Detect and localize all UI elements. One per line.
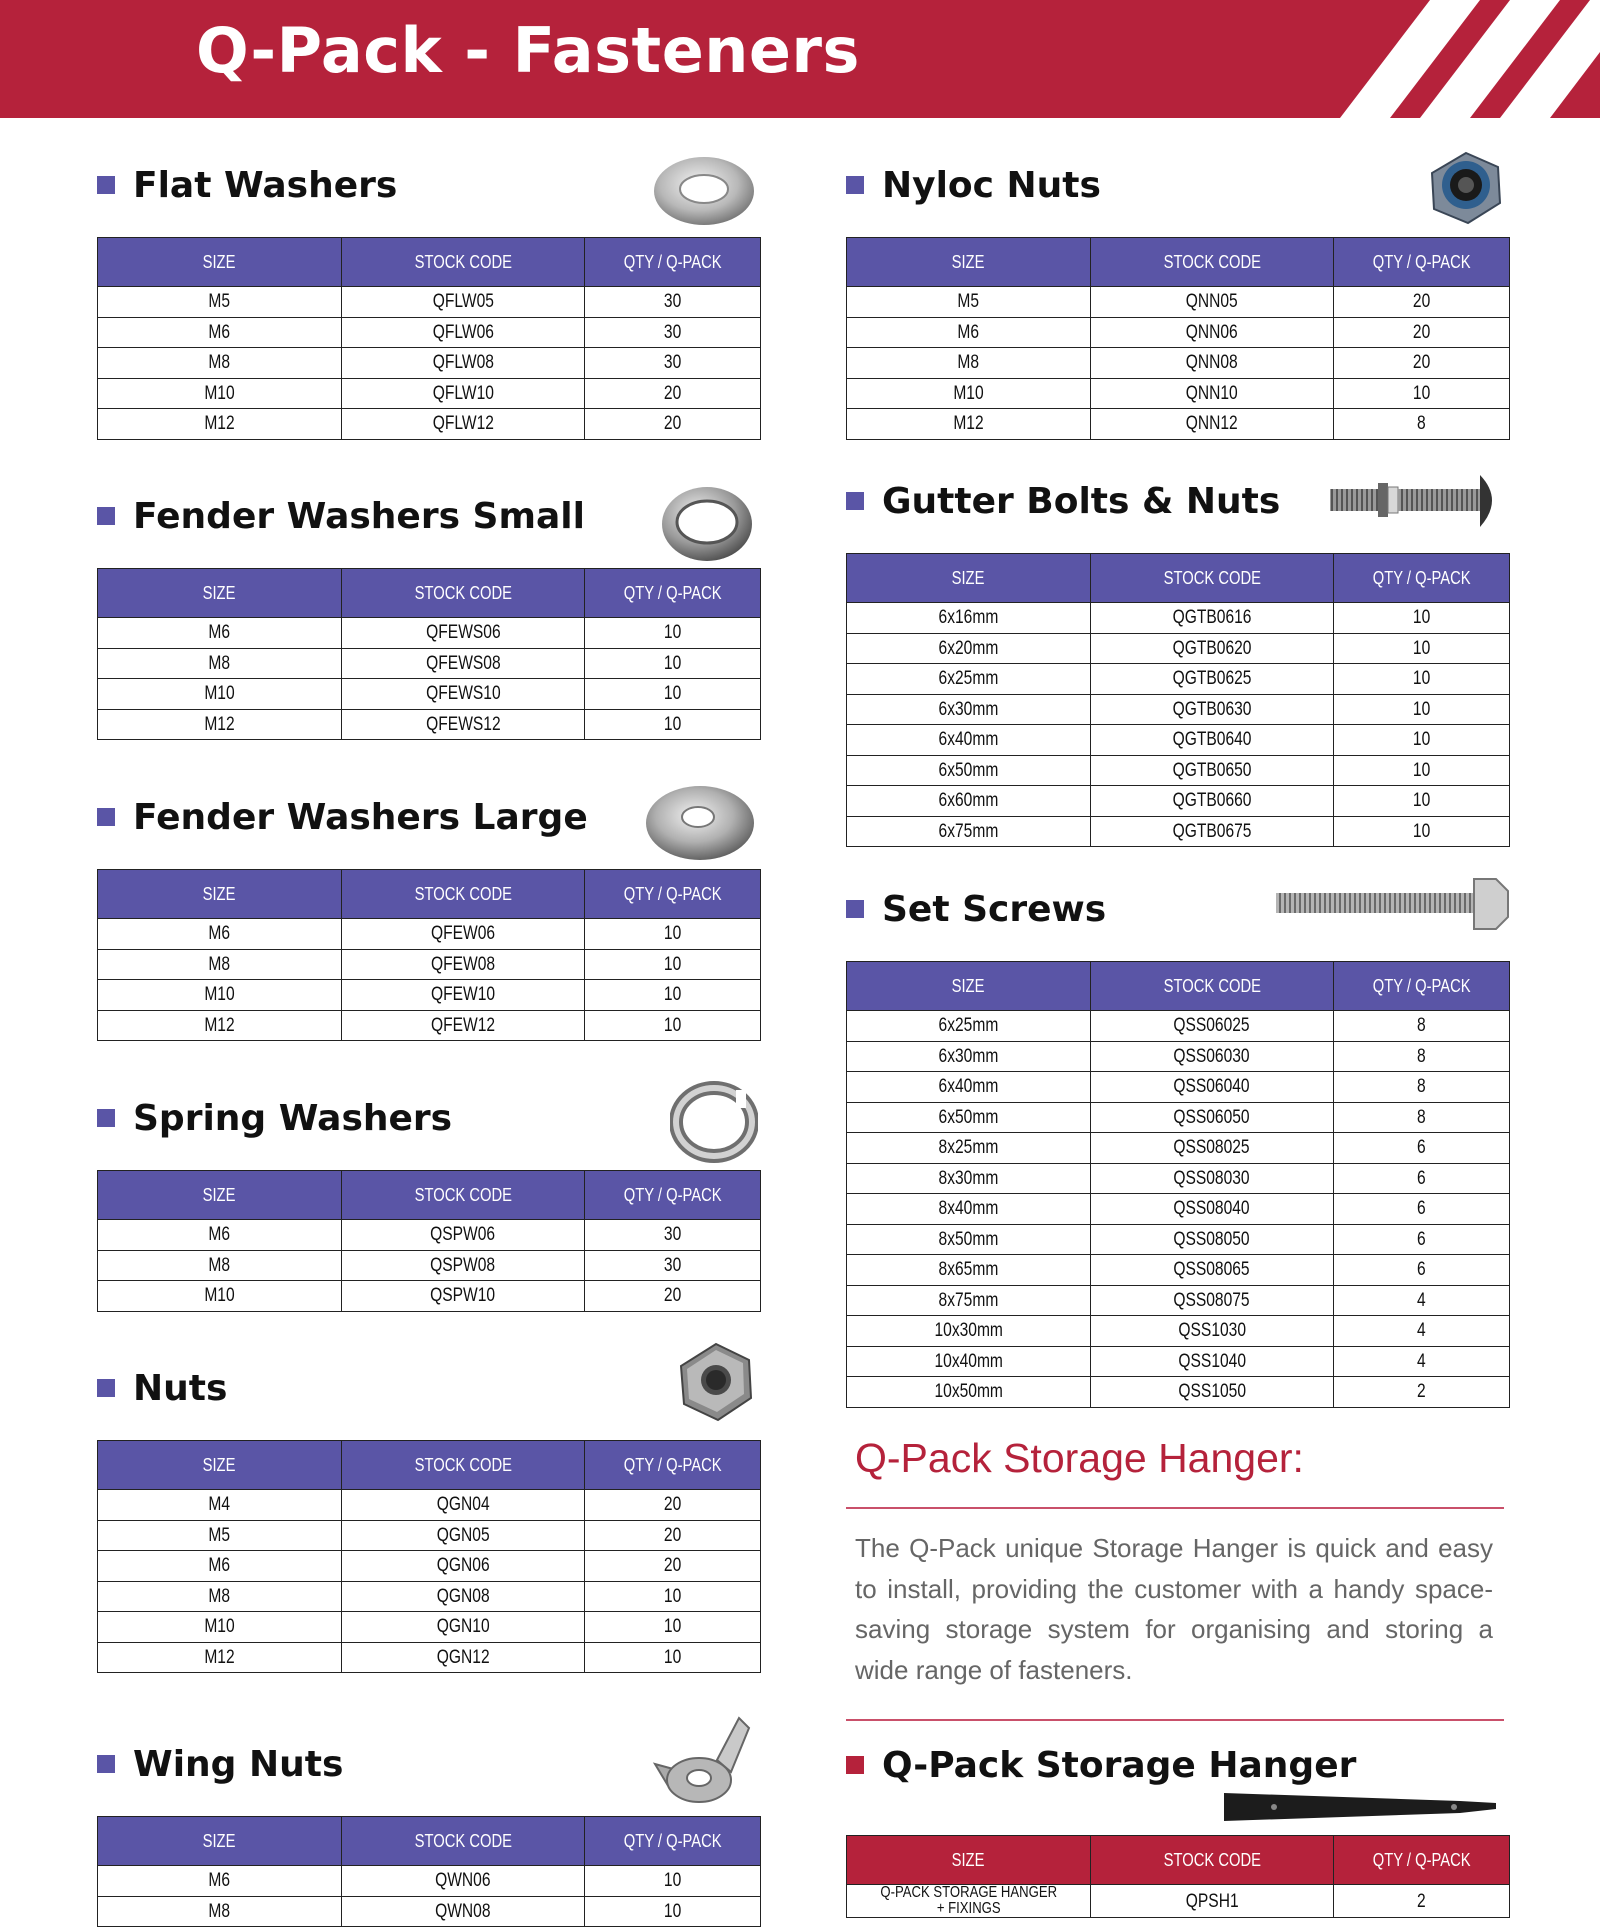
- bullet-square: [846, 1756, 864, 1774]
- column-header-stock-code: STOCK CODE: [341, 870, 585, 919]
- cell-size: M6: [98, 317, 342, 348]
- cell-stock-code: QSS1030: [1090, 1316, 1334, 1347]
- column-header-size: SIZE: [847, 554, 1091, 603]
- storage-hanger-table: [846, 1835, 1510, 1918]
- table-row: [847, 664, 1510, 695]
- column-header-qty: QTY / Q-PACK: [585, 1171, 761, 1220]
- column-header-stock-code: STOCK CODE: [341, 1171, 585, 1220]
- cell-size: M10: [98, 378, 342, 409]
- cell-size: M12: [98, 1642, 342, 1673]
- bullet-square: [97, 808, 115, 826]
- cell-stock-code: QFEWS08: [341, 648, 585, 679]
- cell-size: 8x50mm: [847, 1224, 1091, 1255]
- cell-size: M8: [98, 1896, 342, 1927]
- table-row: [847, 1072, 1510, 1103]
- cell-stock-code: QGN05: [341, 1520, 585, 1551]
- divider: [846, 1507, 1504, 1509]
- cell-stock-code: QFEW08: [341, 949, 585, 980]
- page-title: Q-Pack - Fasteners: [196, 14, 860, 87]
- column-header-qty: QTY / Q-PACK: [1334, 554, 1510, 603]
- divider: [846, 1719, 1504, 1721]
- bullet-square: [97, 507, 115, 525]
- cell-qty: 30: [585, 287, 761, 318]
- section-title: Set Screws: [882, 888, 1107, 930]
- cell-stock-code: QPSH1: [1090, 1885, 1334, 1918]
- cell-stock-code: QGTB0640: [1090, 725, 1334, 756]
- gutter-bolt-icon: [1326, 465, 1506, 535]
- table-row: [847, 1011, 1510, 1042]
- cell-stock-code: QGN10: [341, 1612, 585, 1643]
- cell-qty: 8: [1334, 1102, 1510, 1133]
- wing-nuts-table: [97, 1816, 761, 1927]
- cell-size: 6x16mm: [847, 603, 1091, 634]
- table-row: [98, 287, 761, 318]
- table-row: [847, 1194, 1510, 1225]
- fender-washer-large-icon: [642, 779, 758, 863]
- cell-stock-code: QNN10: [1090, 378, 1334, 409]
- cell-size: 10x30mm: [847, 1316, 1091, 1347]
- hanger-info-heading: Q-Pack Storage Hanger:: [855, 1435, 1304, 1481]
- cell-qty: 6: [1334, 1194, 1510, 1225]
- cell-size: M5: [98, 1520, 342, 1551]
- cell-stock-code: QSS06050: [1090, 1102, 1334, 1133]
- flat-washers-table: [97, 237, 761, 440]
- wing-nut-icon: [647, 1714, 757, 1810]
- table-row: [847, 725, 1510, 756]
- cell-stock-code: QFLW06: [341, 317, 585, 348]
- table-row: [98, 1490, 761, 1521]
- cell-stock-code: QFEWS12: [341, 709, 585, 740]
- cell-size: 8x75mm: [847, 1285, 1091, 1316]
- spring-washer-icon: [670, 1080, 758, 1164]
- bullet-square: [97, 1109, 115, 1127]
- cell-qty: 10: [1334, 755, 1510, 786]
- cell-stock-code: QSS08075: [1090, 1285, 1334, 1316]
- cell-stock-code: QGN06: [341, 1551, 585, 1582]
- cell-size: M6: [98, 1220, 342, 1251]
- cell-stock-code: QSPW10: [341, 1281, 585, 1312]
- cell-size: M5: [847, 287, 1091, 318]
- cell-qty: 20: [585, 1520, 761, 1551]
- cell-size: M8: [98, 1250, 342, 1281]
- cell-size: M6: [98, 1551, 342, 1582]
- cell-stock-code: QNN08: [1090, 348, 1334, 379]
- bullet-square: [846, 900, 864, 918]
- column-header-qty: QTY / Q-PACK: [585, 870, 761, 919]
- cell-qty: 10: [585, 1642, 761, 1673]
- table-row: [847, 348, 1510, 379]
- bullet-square: [846, 176, 864, 194]
- column-header-qty: QTY / Q-PACK: [585, 569, 761, 618]
- cell-qty: 10: [1334, 664, 1510, 695]
- cell-size: 6x50mm: [847, 1102, 1091, 1133]
- cell-stock-code: QGN08: [341, 1581, 585, 1612]
- table-row: [847, 1316, 1510, 1347]
- cell-qty: 6: [1334, 1255, 1510, 1286]
- flat-washer-icon: [650, 149, 758, 229]
- column-header-size: SIZE: [847, 238, 1091, 287]
- cell-stock-code: QSS08065: [1090, 1255, 1334, 1286]
- table-row: [98, 1220, 761, 1251]
- cell-size: 10x50mm: [847, 1377, 1091, 1408]
- table-row: [847, 378, 1510, 409]
- cell-qty: 20: [585, 378, 761, 409]
- table-row: [847, 1255, 1510, 1286]
- cell-stock-code: QSS08050: [1090, 1224, 1334, 1255]
- cell-qty: 6: [1334, 1163, 1510, 1194]
- table-row: [98, 919, 761, 950]
- cell-qty: 6: [1334, 1224, 1510, 1255]
- cell-size: M10: [98, 980, 342, 1011]
- page-header: [0, 0, 1600, 118]
- cell-stock-code: QSS1040: [1090, 1346, 1334, 1377]
- table-row: [98, 1866, 761, 1897]
- column-header-size: SIZE: [98, 1817, 342, 1866]
- cell-qty: 10: [585, 1010, 761, 1041]
- cell-size: M6: [98, 1866, 342, 1897]
- cell-stock-code: QFEWS10: [341, 679, 585, 710]
- cell-stock-code: QNN12: [1090, 409, 1334, 440]
- column-header-size: SIZE: [98, 238, 342, 287]
- column-header-size: SIZE: [98, 870, 342, 919]
- table-row: [98, 648, 761, 679]
- table-row: [98, 1612, 761, 1643]
- cell-qty: 4: [1334, 1285, 1510, 1316]
- column-header-qty: QTY / Q-PACK: [1334, 238, 1510, 287]
- column-header-stock-code: STOCK CODE: [341, 1817, 585, 1866]
- cell-qty: 2: [1334, 1377, 1510, 1408]
- cell-stock-code: QSPW06: [341, 1220, 585, 1251]
- cell-qty: 10: [1334, 786, 1510, 817]
- table-row: [847, 409, 1510, 440]
- cell-stock-code: QGTB0675: [1090, 816, 1334, 847]
- column-header-stock-code: STOCK CODE: [341, 1441, 585, 1490]
- table-row: [98, 1896, 761, 1927]
- section-title: Flat Washers: [133, 164, 398, 206]
- cell-qty: 10: [585, 949, 761, 980]
- cell-qty: 20: [1334, 348, 1510, 379]
- cell-qty: 30: [585, 1250, 761, 1281]
- cell-stock-code: QSS06025: [1090, 1011, 1334, 1042]
- cell-size: M8: [847, 348, 1091, 379]
- cell-size: M8: [98, 949, 342, 980]
- cell-stock-code: QSS08040: [1090, 1194, 1334, 1225]
- gutter-bolts-table: [846, 553, 1510, 847]
- table-row: [847, 1346, 1510, 1377]
- set-screw-icon: [1274, 871, 1510, 937]
- table-row: [98, 980, 761, 1011]
- cell-stock-code: QSPW08: [341, 1250, 585, 1281]
- cell-size: M5: [98, 287, 342, 318]
- column-header-qty: QTY / Q-PACK: [585, 238, 761, 287]
- cell-stock-code: QFLW10: [341, 378, 585, 409]
- cell-stock-code: QWN08: [341, 1896, 585, 1927]
- table-row: [847, 603, 1510, 634]
- cell-size: 8x30mm: [847, 1163, 1091, 1194]
- cell-qty: 10: [585, 709, 761, 740]
- table-row: [98, 1520, 761, 1551]
- cell-size: 6x50mm: [847, 755, 1091, 786]
- cell-stock-code: QNN05: [1090, 287, 1334, 318]
- cell-stock-code: QGTB0650: [1090, 755, 1334, 786]
- header-stripes: [1300, 0, 1600, 118]
- table-row: [847, 816, 1510, 847]
- cell-stock-code: QGTB0625: [1090, 664, 1334, 695]
- column-header-size: SIZE: [98, 1441, 342, 1490]
- cell-qty: 10: [585, 980, 761, 1011]
- section-title: Nuts: [133, 1367, 228, 1409]
- cell-qty: 8: [1334, 1011, 1510, 1042]
- column-header-qty: QTY / Q-PACK: [585, 1441, 761, 1490]
- cell-size: 6x60mm: [847, 786, 1091, 817]
- column-header-stock-code: STOCK CODE: [1090, 554, 1334, 603]
- cell-size: M10: [98, 1281, 342, 1312]
- nyloc-nuts-table: [846, 237, 1510, 440]
- table-row: [847, 1224, 1510, 1255]
- cell-qty: 30: [585, 1220, 761, 1251]
- nyloc-nut-icon: [1426, 149, 1506, 227]
- spring-washers-table: [97, 1170, 761, 1312]
- table-row: [98, 709, 761, 740]
- cell-qty: 10: [1334, 603, 1510, 634]
- cell-stock-code: QGN12: [341, 1642, 585, 1673]
- table-row: [98, 1551, 761, 1582]
- table-row: [847, 1377, 1510, 1408]
- column-header-stock-code: STOCK CODE: [1090, 962, 1334, 1011]
- cell-stock-code: QSS1050: [1090, 1377, 1334, 1408]
- cell-stock-code: QFLW12: [341, 409, 585, 440]
- fender-washers-small-table: [97, 568, 761, 740]
- table-row: [98, 317, 761, 348]
- cell-stock-code: QFLW08: [341, 348, 585, 379]
- column-header-stock-code: STOCK CODE: [1090, 1836, 1334, 1885]
- cell-qty: 20: [1334, 287, 1510, 318]
- cell-qty: 10: [1334, 694, 1510, 725]
- cell-qty: 10: [585, 1896, 761, 1927]
- cell-size: M10: [98, 1612, 342, 1643]
- cell-size: 6x20mm: [847, 633, 1091, 664]
- table-row: [847, 755, 1510, 786]
- cell-qty: 20: [1334, 317, 1510, 348]
- cell-size: M12: [98, 409, 342, 440]
- table-row: [847, 1285, 1510, 1316]
- bullet-square: [846, 492, 864, 510]
- nuts-table: [97, 1440, 761, 1673]
- hex-nut-icon: [675, 1340, 757, 1424]
- cell-stock-code: QFEWS06: [341, 618, 585, 649]
- cell-size: M12: [847, 409, 1091, 440]
- cell-stock-code: QGN04: [341, 1490, 585, 1521]
- column-header-stock-code: STOCK CODE: [341, 238, 585, 287]
- cell-size: M6: [98, 618, 342, 649]
- cell-qty: 10: [1334, 816, 1510, 847]
- cell-stock-code: QFLW05: [341, 287, 585, 318]
- cell-stock-code: QFEW12: [341, 1010, 585, 1041]
- column-header-qty: QTY / Q-PACK: [585, 1817, 761, 1866]
- table-row: [847, 1102, 1510, 1133]
- cell-size: M6: [98, 919, 342, 950]
- cell-size: Q-PACK STORAGE HANGER + FIXINGS: [847, 1885, 1091, 1918]
- cell-qty: 30: [585, 317, 761, 348]
- cell-stock-code: QGTB0630: [1090, 694, 1334, 725]
- section-title: Spring Washers: [133, 1097, 453, 1139]
- bullet-square: [97, 1379, 115, 1397]
- column-header-stock-code: STOCK CODE: [341, 569, 585, 618]
- cell-qty: 20: [585, 409, 761, 440]
- cell-size: 8x65mm: [847, 1255, 1091, 1286]
- cell-stock-code: QGTB0620: [1090, 633, 1334, 664]
- cell-qty: 20: [585, 1551, 761, 1582]
- cell-stock-code: QFEW10: [341, 980, 585, 1011]
- section-title: Q-Pack Storage Hanger: [882, 1744, 1357, 1786]
- column-header-size: SIZE: [98, 569, 342, 618]
- cell-size: 6x40mm: [847, 1072, 1091, 1103]
- cell-size: 8x40mm: [847, 1194, 1091, 1225]
- table-row: [847, 1885, 1510, 1918]
- table-row: [847, 1163, 1510, 1194]
- table-row: [98, 1010, 761, 1041]
- table-row: [847, 633, 1510, 664]
- section-title: Gutter Bolts & Nuts: [882, 480, 1281, 522]
- cell-size: M8: [98, 1581, 342, 1612]
- cell-qty: 10: [585, 1581, 761, 1612]
- cell-qty: 10: [585, 919, 761, 950]
- cell-qty: 10: [585, 679, 761, 710]
- cell-qty: 8: [1334, 1072, 1510, 1103]
- cell-size: 6x25mm: [847, 664, 1091, 695]
- column-header-size: SIZE: [847, 1836, 1091, 1885]
- cell-stock-code: QWN06: [341, 1866, 585, 1897]
- cell-size: M4: [98, 1490, 342, 1521]
- table-row: [98, 348, 761, 379]
- set-screws-table: [846, 961, 1510, 1408]
- cell-qty: 10: [1334, 378, 1510, 409]
- table-row: [98, 1250, 761, 1281]
- cell-qty: 2: [1334, 1885, 1510, 1918]
- cell-stock-code: QGTB0616: [1090, 603, 1334, 634]
- table-row: [98, 409, 761, 440]
- table-row: [98, 1642, 761, 1673]
- cell-size: 6x40mm: [847, 725, 1091, 756]
- cell-stock-code: QFEW06: [341, 919, 585, 950]
- cell-stock-code: QNN06: [1090, 317, 1334, 348]
- cell-size: M8: [98, 648, 342, 679]
- hanger-info-text: The Q-Pack unique Storage Hanger is quick and easy to install, providing the customer with a handy space-saving storage system for organising and storing a wide range of fasteners.: [855, 1533, 1493, 1685]
- cell-qty: 10: [1334, 633, 1510, 664]
- table-row: [98, 378, 761, 409]
- bullet-square: [97, 176, 115, 194]
- cell-size: 8x25mm: [847, 1133, 1091, 1164]
- cell-qty: 10: [585, 618, 761, 649]
- storage-hanger-icon: [1220, 1787, 1510, 1827]
- cell-size: M10: [98, 679, 342, 710]
- cell-stock-code: QSS06040: [1090, 1072, 1334, 1103]
- cell-qty: 20: [585, 1281, 761, 1312]
- table-row: [847, 1041, 1510, 1072]
- cell-qty: 10: [1334, 725, 1510, 756]
- cell-stock-code: QGTB0660: [1090, 786, 1334, 817]
- cell-size: M12: [98, 709, 342, 740]
- table-row: [98, 618, 761, 649]
- table-row: [847, 1133, 1510, 1164]
- table-row: [847, 317, 1510, 348]
- cell-size: 6x30mm: [847, 1041, 1091, 1072]
- table-row: [98, 949, 761, 980]
- cell-qty: 10: [585, 648, 761, 679]
- table-row: [98, 1281, 761, 1312]
- cell-qty: 6: [1334, 1133, 1510, 1164]
- cell-stock-code: QSS08025: [1090, 1133, 1334, 1164]
- table-row: [847, 694, 1510, 725]
- cell-size: M6: [847, 317, 1091, 348]
- cell-size: 10x40mm: [847, 1346, 1091, 1377]
- section-title: Wing Nuts: [133, 1743, 344, 1785]
- column-header-stock-code: STOCK CODE: [1090, 238, 1334, 287]
- fender-washers-large-table: [97, 869, 761, 1041]
- column-header-size: SIZE: [98, 1171, 342, 1220]
- cell-qty: 30: [585, 348, 761, 379]
- cell-qty: 8: [1334, 409, 1510, 440]
- table-row: [847, 786, 1510, 817]
- cell-stock-code: QSS08030: [1090, 1163, 1334, 1194]
- cell-size: M8: [98, 348, 342, 379]
- section-title: Fender Washers Small: [133, 495, 585, 537]
- section-title: Fender Washers Large: [133, 796, 588, 838]
- fender-washer-small-icon: [657, 480, 757, 564]
- table-row: [98, 679, 761, 710]
- section-title: Nyloc Nuts: [882, 164, 1101, 206]
- cell-qty: 4: [1334, 1316, 1510, 1347]
- cell-qty: 10: [585, 1866, 761, 1897]
- table-row: [98, 1581, 761, 1612]
- cell-qty: 8: [1334, 1041, 1510, 1072]
- cell-size: M12: [98, 1010, 342, 1041]
- cell-size: 6x30mm: [847, 694, 1091, 725]
- column-header-qty: QTY / Q-PACK: [1334, 1836, 1510, 1885]
- bullet-square: [97, 1755, 115, 1773]
- cell-stock-code: QSS06030: [1090, 1041, 1334, 1072]
- cell-qty: 4: [1334, 1346, 1510, 1377]
- cell-size: M10: [847, 378, 1091, 409]
- cell-size: 6x75mm: [847, 816, 1091, 847]
- column-header-qty: QTY / Q-PACK: [1334, 962, 1510, 1011]
- cell-size: 6x25mm: [847, 1011, 1091, 1042]
- table-row: [847, 287, 1510, 318]
- cell-qty: 20: [585, 1490, 761, 1521]
- cell-qty: 10: [585, 1612, 761, 1643]
- column-header-size: SIZE: [847, 962, 1091, 1011]
